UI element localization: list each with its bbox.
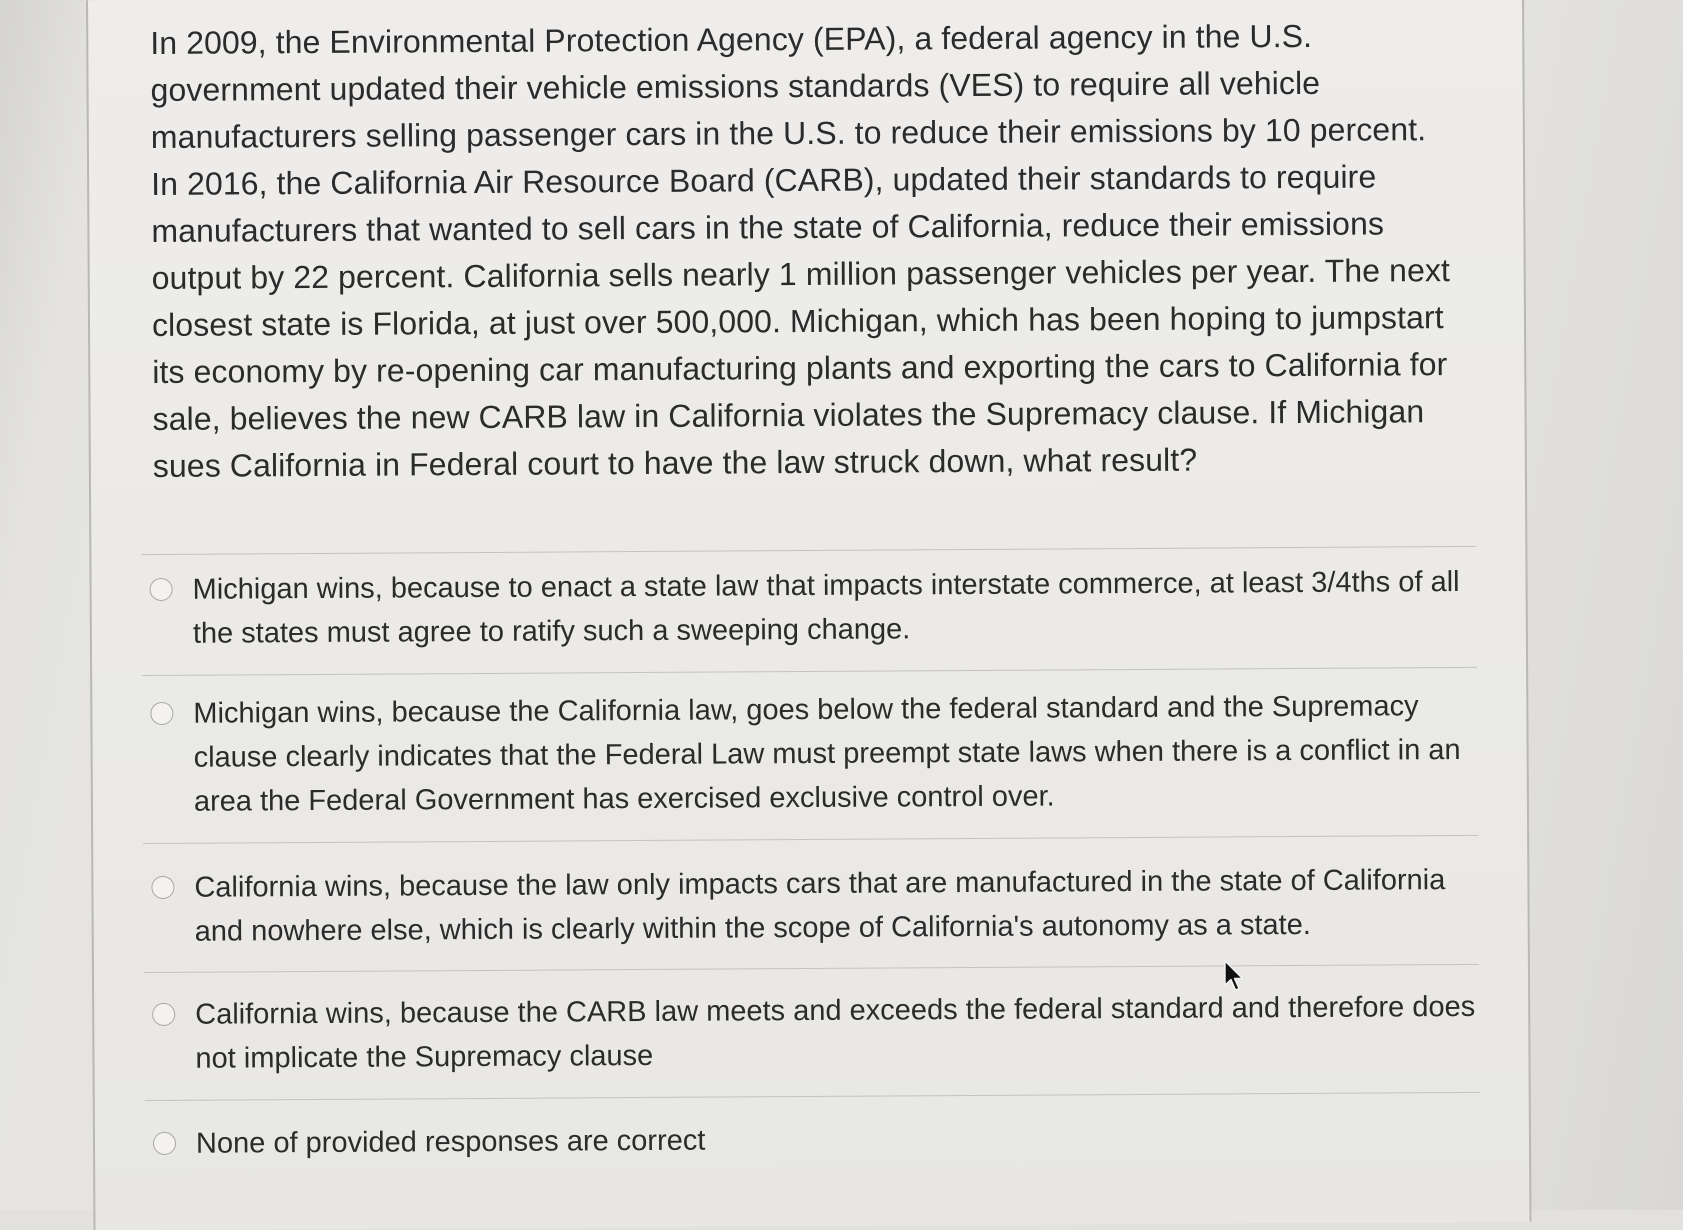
answer-option-3[interactable] [151,858,1482,954]
radio-button[interactable] [150,578,173,601]
radio-button[interactable] [151,876,174,899]
answer-divider [141,546,1476,555]
answer-option-1[interactable] [149,560,1480,656]
mouse-pointer-icon [1223,960,1245,992]
answer-label: None of provided responses are correct [195,1124,706,1160]
answer-divider [143,835,1478,844]
radio-button[interactable] [150,702,173,725]
quiz-question-panel [86,0,1531,1230]
radio-button[interactable] [152,1003,175,1026]
answer-divider [144,964,1479,973]
radio-button[interactable] [153,1132,176,1155]
answer-label: Michigan wins, because the California law, goes below the federal standard and the Supremacy clause clearly indicates that the Federal Law must preempt state laws when there is a conflict in an area the Federal Government has exercised exclusive control over. [193,690,1461,818]
answer-label: Michigan wins, because to enact a state law that impacts interstate commerce, at least 3/4ths of all the states must agree to ratify such a sweeping change. [192,566,1460,650]
question-text: In 2009, the Environmental Protection Agency (EPA), a federal agency in the U.S. government updated their vehicle emissions standards (VES) to require all vehicle manufacturers selling passenger cars in the U.S. to reduce their emissions by 10 percent. In 2016, the California Air Resource Board (CARB), updated their standards to require manufacturers that wanted to sell cars in the state of California, reduce their emissions output by 22 percent. California sells nearly 1 million passenger vehicles per year. The next closest state is Florida, at just over 500,000. Michigan, which has been hoping to jumpstart its economy by re-opening car manufacturing plants and exporting the cars to California for sale, believes the new CARB law in California violates the Supremacy clause. If Michigan sues California in Federal court to have the law struck down, what result? [150,17,1451,484]
answer-option-2[interactable] [150,684,1481,824]
answer-option-4[interactable] [152,985,1483,1081]
answer-label: California wins, because the CARB law meets and exceeds the federal standard and therefore does not implicate the Supremacy clause [195,990,1476,1075]
answer-divider [142,667,1477,676]
answer-label: California wins, because the law only impacts cars that are manufactured in the state of California and nowhere else, which is clearly within the scope of California's autonomy as a state. [194,864,1446,948]
answer-divider [145,1092,1480,1101]
answer-option-5[interactable] [153,1114,1483,1166]
